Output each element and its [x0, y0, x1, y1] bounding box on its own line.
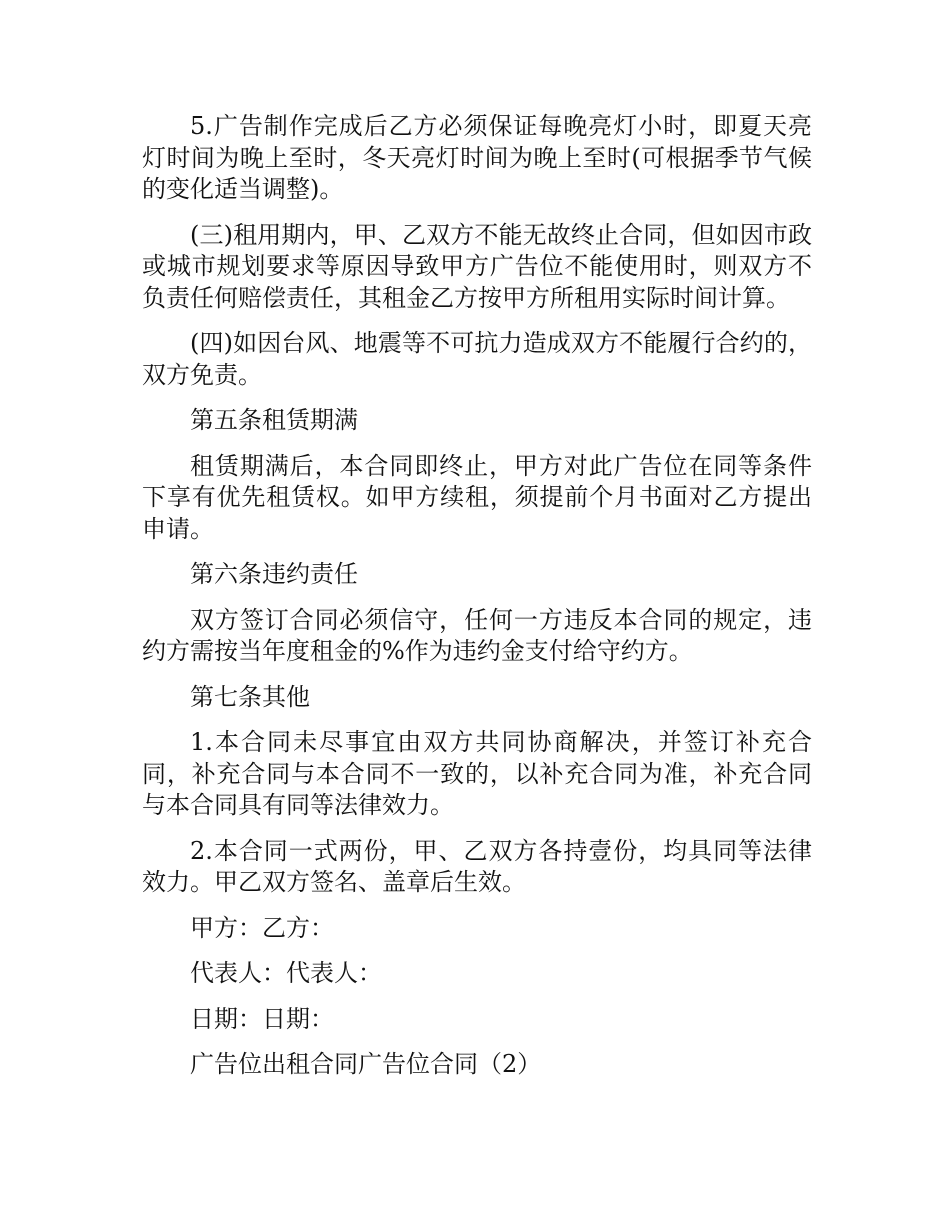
next-document-title: 广告位出租合同广告位合同（2） [190, 1050, 542, 1078]
clause-force-majeure: (四)如因台风、地震等不可抗力造成双方不能履行合约的，双方免责。 [142, 329, 812, 389]
signature-party-line: 甲方：乙方： [190, 913, 334, 942]
clause-lighting-hours: 5.广告制作完成后乙方必须保证每晚亮灯小时，即夏天亮灯时间为晚上至时，冬天亮灯时间为晚上至时(可根据季节气候的变化适当调整)。 [142, 112, 812, 203]
section-heading-other: 第七条其他 [190, 682, 310, 711]
clause-supplementary-contract: 1.本合同未尽事宜由双方共同协商解决，并签订补充合同，补充合同与本合同不一致的，以补充合同为准，补充合同与本合同具有同等法律效力。 [142, 728, 812, 819]
clause-early-termination: (三)租用期内，甲、乙双方不能无故终止合同，但如因市政或城市规划要求等原因导致甲方广告位不能使用时，则双方不负责任何赔偿责任，其租金乙方按甲方所租用实际时间计算。 [142, 220, 812, 312]
section-heading-lease-expiry: 第五条租赁期满 [190, 406, 358, 434]
clause-lease-expiry: 租赁期满后，本合同即终止，甲方对此广告位在同等条件下享有优先租赁权。如甲方续租，须提前个月书面对乙方提出申请。 [142, 451, 812, 543]
clause-copies: 2.本合同一式两份，甲、乙双方各持壹份，均具同等法律效力。甲乙双方签名、盖章后生效。 [142, 836, 812, 896]
signature-representative-line: 代表人：代表人： [190, 959, 382, 987]
clause-breach: 双方签订合同必须信守，任何一方违反本合同的规定，违约方需按当年度租金的%作为违约金支付给守约方。 [142, 605, 812, 665]
document-body [142, 111, 812, 1095]
section-heading-breach: 第六条违约责任 [190, 560, 358, 588]
signature-date-line: 日期：日期： [190, 1004, 334, 1033]
